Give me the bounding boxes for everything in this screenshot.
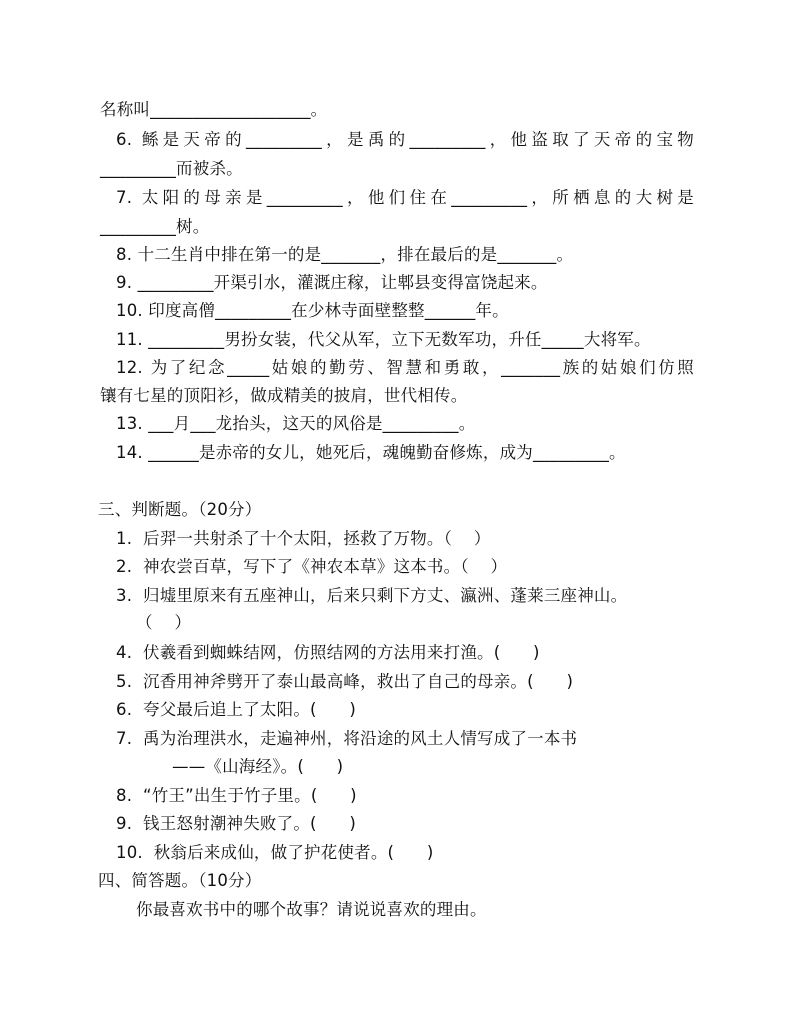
judge-item-2: 2. 神农尝百草，写下了《神农本草》这本书。（ ）	[116, 557, 508, 576]
judge-heading: 三、判断题。（20分）	[98, 500, 262, 519]
judge-item-10: 10. 秋翁后来成仙，做了护花使者。( )	[116, 843, 434, 862]
judge-item-4: 4. 伏羲看到蜘蛛结网，仿照结网的方法用来打渔。( )	[116, 643, 540, 662]
question-14: 14. ______是赤帝的女儿，她死后，魂魄勤奋修炼，成为_________。	[116, 443, 626, 462]
judge-item-8: 8. “竹王”出生于竹子里。( )	[116, 786, 357, 805]
fill-in-prev-line: 名称叫___________________。	[100, 100, 328, 119]
judge-item-6: 6. 夸父最后追上了太阳。( )	[116, 700, 356, 719]
judge-item-3: 3. 归墟里原来有五座神山，后来只剩下方丈、瀛洲、蓬莱三座神山。	[116, 586, 628, 605]
question-13: 13. ___月___龙抬头，这天的风俗是_________。	[116, 414, 476, 433]
question-11: 11. _________男扮女装，代父从军，立下无数军功，升任_____大将军。	[116, 330, 651, 349]
question-7-line-2: _________树。	[100, 217, 210, 236]
judge-item-7: 7. 禹为治理洪水，走遍神州，将沿途的风土人情写成了一本书	[116, 729, 578, 748]
question-6-line-1: 6. 鲧是天帝的_________，是禹的_________，他盗取了天帝的宝物	[116, 130, 694, 149]
judge-item-5: 5. 沉香用神斧劈开了泰山最高峰，救出了自己的母亲。( )	[116, 672, 574, 691]
question-12-line-1: 12. 为了纪念_____姑娘的勤劳、智慧和勇敢，_______族的姑娘们仿照	[116, 358, 694, 377]
question-8: 8. 十二生肖中排在第一的是_______，排在最后的是_______。	[116, 245, 574, 264]
question-7-line-1: 7. 太阳的母亲是_________，他们住在_________，所栖息的大树是	[116, 188, 694, 207]
question-6-line-2: _________而被杀。	[100, 159, 243, 178]
question-10: 10. 印度高僧_________在少林寺面壁整整______年。	[116, 301, 509, 320]
question-9: 9. _________开渠引水，灌溉庄稼，让郫县变得富饶起来。	[116, 273, 548, 292]
judge-item-1: 1. 后羿一共射杀了十个太阳，拯救了万物。（ ）	[116, 529, 491, 548]
judge-item-3-blank: （ ）	[136, 613, 192, 632]
short-answer-heading: 四、简答题。（10分）	[98, 871, 262, 890]
judge-item-9: 9. 钱王怒射潮神失败了。( )	[116, 814, 356, 833]
short-answer-question: 你最喜欢书中的哪个故事？请说说喜欢的理由。	[136, 900, 487, 919]
judge-item-7-cont: ——《山海经》。( )	[172, 757, 344, 776]
question-12-line-2: 镶有七星的顶阳衫，做成精美的披肩，世代相传。	[100, 386, 468, 405]
